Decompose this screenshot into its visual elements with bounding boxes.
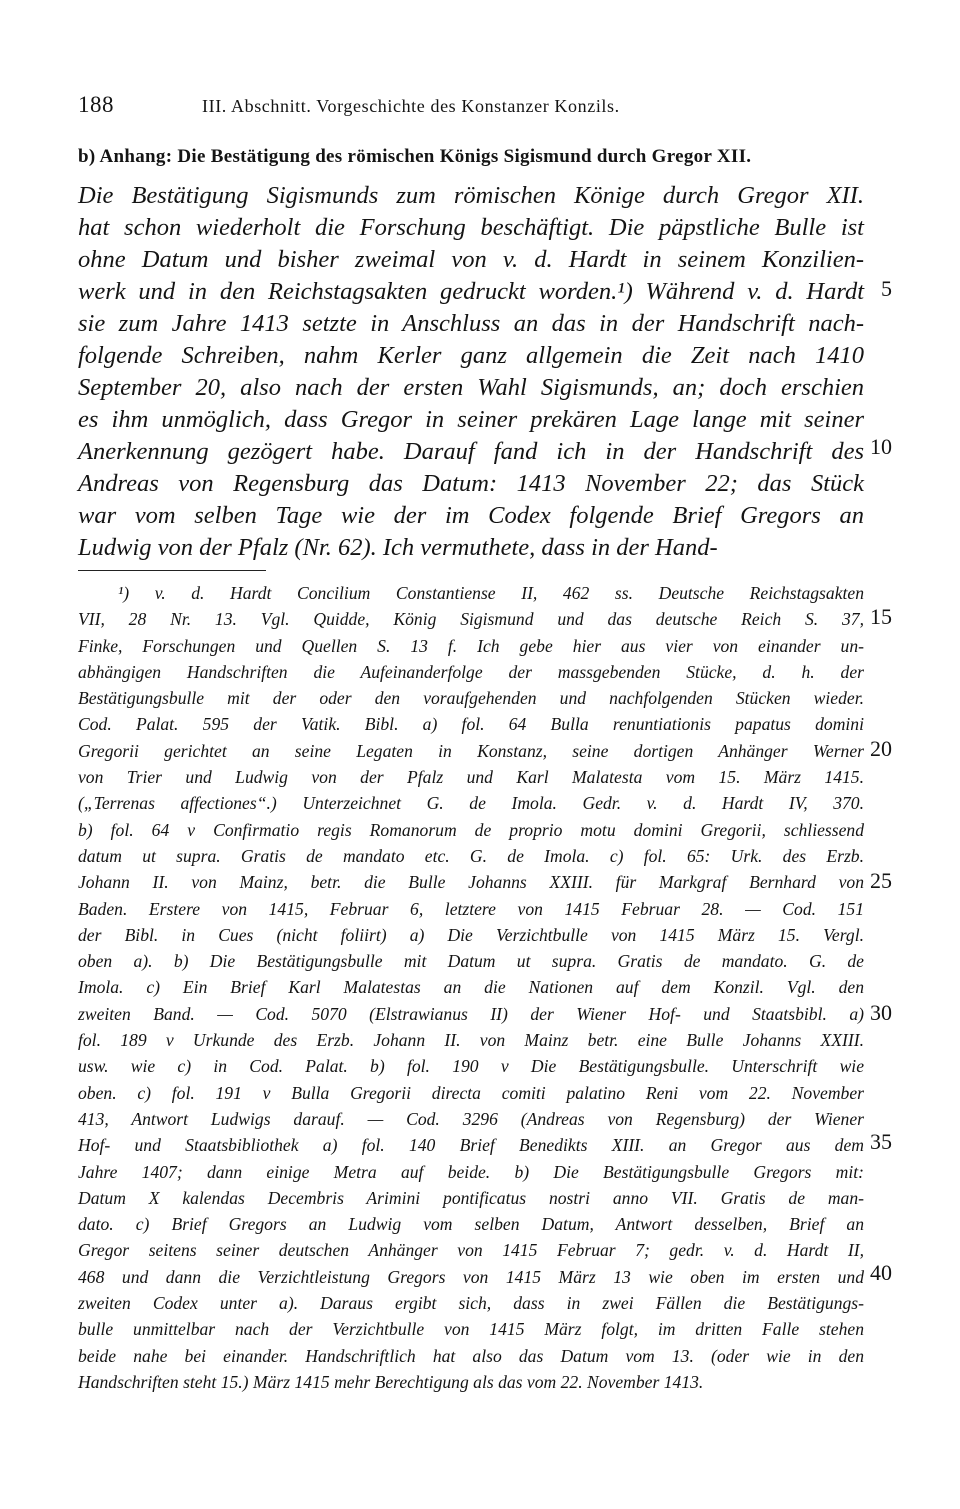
footnote-line: VII, 28 Nr. 13. Vgl. Quidde, König Sigismund und das deutsche Reich S. 37, <box>78 609 864 630</box>
main-paragraph <box>78 180 864 564</box>
margin-line-number: 10 <box>870 434 892 459</box>
margin-line-number: 40 <box>870 1260 892 1285</box>
footnote-line: Johann II. von Mainz, betr. die Bulle Johanns XXIII. für Markgraf Bernhard von <box>78 872 864 893</box>
footnote-line: fol. 189 v Urkunde des Erzb. Johann II. von Mainz betr. eine Bulle Johanns XXIII. <box>78 1030 864 1051</box>
footnote-line: ¹) v. d. Hardt Concilium Constantiense II, 462 ss. Deutsche Reichstagsakten <box>118 583 864 603</box>
footnote-line: Hof- und Staatsbibliothek a) fol. 140 Brief Benedikts XIII. an Gregor aus dem <box>78 1135 864 1156</box>
body-text-line: es ihm unmöglich, dass Gregor in seiner prekären Lage lange mit seiner <box>78 406 864 433</box>
footnote-line: Gregorii gerichtet an seine Legaten in Konstanz, seine dortigen Anhänger Werner <box>78 740 864 761</box>
footnote-line: usw. wie c) in Cod. Palat. b) fol. 190 v Die Bestätigungsbulle. Unterschrift wie <box>78 1056 864 1077</box>
footnote-line: Datum X kalendas Decembris Arimini pontificatus nostri anno VII. Gratis de man- <box>78 1187 864 1208</box>
footnote-line: Jahre 1407; dann einige Metra auf beide. b) Die Bestätigungsbulle Gregors mit: <box>78 1161 864 1182</box>
footnote-line: beide nahe bei einander. Handschriftlich hat also das Datum vom 13. (oder wie in den <box>78 1345 864 1366</box>
footnote-line: dato. c) Brief Gregors an Ludwig vom selben Datum, Antwort desselben, Brief an <box>78 1214 864 1235</box>
footnote-divider <box>78 570 266 571</box>
body-text-line: war vom selben Tage wie der im Codex folgende Brief Gregors an <box>78 502 864 529</box>
body-text-line: Ludwig von der Pfalz (Nr. 62). Ich vermuthete, dass in der Hand- <box>78 534 718 561</box>
margin-line-number: 35 <box>870 1129 892 1154</box>
footnote-line: 413, Antwort Ludwigs darauf. — Cod. 3296 (Andreas von Regensburg) der Wiener <box>78 1108 864 1129</box>
body-text-line: sie zum Jahre 1413 setzte in Anschluss an das in der Handschrift nach- <box>78 310 864 337</box>
margin-line-number: 5 <box>881 276 892 301</box>
section-heading: b) Anhang: Die Bestätigung des römischen Königs Sigismund durch Gregor XII. <box>78 146 752 167</box>
footnote-line: oben. c) fol. 191 v Bulla Gregorii directa comiti palatino Reni vom 22. November <box>78 1082 864 1103</box>
footnote-line: Baden. Erstere von 1415, Februar 6, letztere von 1415 Februar 28. — Cod. 151 <box>78 898 864 919</box>
running-title: III. Abschnitt. Vorgeschichte des Konstanzer Konzils. <box>202 96 620 116</box>
body-text-line: Anerkennung gezögert habe. Darauf fand ich in der Handschrift des <box>78 438 864 465</box>
footnote-line: oben a). b) Die Bestätigungsbulle mit Datum ut supra. Gratis de mandato. G. de <box>78 951 864 972</box>
page-header <box>78 92 882 122</box>
footnote-line: der Bibl. in Cues (nicht foliirt) a) Die Verzichtbulle von 1415 März 15. Vergl. <box>78 924 864 945</box>
footnote-line: datum ut supra. Gratis de mandato etc. G. de Imola. c) fol. 65: Urk. des Erzb. <box>78 845 864 866</box>
margin-line-number: 30 <box>870 1000 892 1025</box>
footnote-line: abhängigen Handschriften die Aufeinanderfolge der massgebenden Stücke, d. h. der <box>78 661 864 682</box>
footnote-line: Imola. c) Ein Brief Karl Malatestas an die Nationen auf dem Konzil. Vgl. den <box>78 977 864 998</box>
footnote-line: bulle unmittelbar nach der Verzichtbulle von 1415 März folgt, im dritten Falle stehen <box>78 1319 864 1340</box>
margin-line-number: 15 <box>870 604 892 629</box>
footnote-line: 468 und dann die Verzichtleistung Gregors von 1415 März 13 wie oben im ersten und <box>78 1266 864 1287</box>
body-text-line: Andreas von Regensburg das Datum: 1413 November 22; das Stück <box>78 470 864 497</box>
margin-line-number: 20 <box>870 736 892 761</box>
footnote-line: zweiten Codex unter a). Daraus ergibt sich, dass in zwei Fällen die Bestätigungs- <box>78 1293 864 1314</box>
body-text-line: September 20, also nach der ersten Wahl Sigismunds, an; doch erschien <box>78 374 864 401</box>
footnote-line: Cod. Palat. 595 der Vatik. Bibl. a) fol. 64 Bulla renuntiationis papatus domini <box>78 714 864 735</box>
page-number: 188 <box>78 92 114 117</box>
footnote-line: Bestätigungsbulle mit der oder den voraufgehenden und nachfolgenden Stücken wieder. <box>78 688 864 709</box>
footnote-line: („Terrenas affectiones“.) Unterzeichnet G. de Imola. Gedr. v. d. Hardt IV, 370. <box>78 793 864 814</box>
margin-line-number: 25 <box>870 868 892 893</box>
body-text-line: folgende Schreiben, nahm Kerler ganz allgemein die Zeit nach 1410 <box>78 342 864 369</box>
footnote-block <box>78 580 864 1395</box>
footnote-line: Finke, Forschungen und Quellen S. 13 f. Ich gebe hier aus vier von einander un- <box>78 635 864 656</box>
body-text-line: werk und in den Reichstagsakten gedruckt worden.¹) Während v. d. Hardt <box>78 278 864 305</box>
footnote-line: von Trier und Ludwig von der Pfalz und Karl Malatesta vom 15. März 1415. <box>78 767 864 788</box>
body-text-line: Die Bestätigung Sigismunds zum römischen Könige durch Gregor XII. <box>78 182 864 209</box>
footnote-line: b) fol. 64 v Confirmatio regis Romanorum de proprio motu domini Gregorii, schliessend <box>78 819 864 840</box>
footnote-line: Handschriften steht 15.) März 1415 mehr Berechtigung als das vom 22. November 1413. <box>78 1371 704 1392</box>
footnote-line: zweiten Band. — Cod. 5070 (Elstrawianus II) der Wiener Hof- und Staatsbibl. a) <box>78 1003 864 1024</box>
body-text-line: ohne Datum und bisher zweimal von v. d. Hardt in seinem Konzilien- <box>78 246 864 273</box>
body-text-line: hat schon wiederholt die Forschung beschäftigt. Die päpstliche Bulle ist <box>78 214 864 241</box>
footnote-line: Gregor seitens seiner deutschen Anhänger von 1415 Februar 7; gedr. v. d. Hardt II, <box>78 1240 864 1261</box>
